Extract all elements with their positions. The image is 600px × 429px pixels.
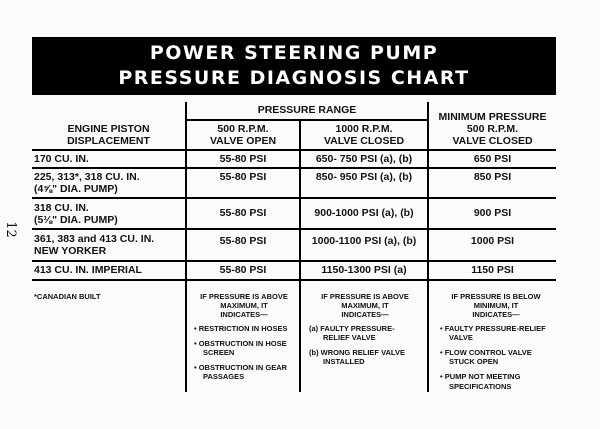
- note-item: (b) WRONG RELIEF VALVE INSTALLED: [309, 348, 405, 367]
- valve-closed-header-line-2: VALVE CLOSED: [323, 135, 405, 147]
- valve-open-notes: [194, 292, 294, 382]
- note-item: • FLOW CONTROL VALVE STUCK OPEN: [440, 348, 532, 367]
- title-line-1: POWER STEERING PUMP: [149, 42, 439, 64]
- note-intro: INDICATES—: [472, 310, 520, 320]
- title-line-2: PRESSURE DIAGNOSIS CHART: [118, 67, 470, 89]
- footnote: *CANADIAN BUILT: [34, 292, 101, 301]
- row-rule-2: [32, 197, 556, 199]
- table-row-2-min: 850 PSI: [473, 171, 512, 183]
- header-bottom-rule: [32, 149, 556, 151]
- table-row-5-min: 1150 PSI: [471, 264, 514, 276]
- note-intro: MAXIMUM, IT: [220, 301, 268, 311]
- minimum-header-line-2: 500 R.P.M.: [466, 123, 519, 135]
- valve-open-header: [187, 123, 299, 147]
- table-row-3-closed: 900-1000 PSI (a), (b): [314, 207, 414, 219]
- engine-header: [32, 123, 185, 147]
- row-rule-3: [32, 228, 556, 230]
- table-row-4-open: 55-80 PSI: [219, 235, 267, 247]
- engine-text: 413 CU. IN. IMPERIAL: [34, 264, 142, 276]
- note-item: • PUMP NOT MEETING SPECIFICATIONS: [440, 372, 521, 391]
- valve-open-header-line-2: VALVE OPEN: [209, 135, 277, 147]
- row-rule-5: [32, 279, 556, 281]
- table-row-4-closed: 1000-1100 PSI (a), (b): [311, 235, 417, 247]
- engine-text: 170 CU. IN.: [34, 153, 89, 165]
- minimum-pressure-notes: [440, 292, 552, 391]
- table-row-2-open: 55-80 PSI: [219, 171, 267, 183]
- table-row-5-open: 55-80 PSI: [219, 264, 267, 276]
- engine-subtext: NEW YORKER: [34, 245, 107, 257]
- minimum-pressure-header: [429, 111, 556, 147]
- table-row-1-engine: [34, 153, 89, 165]
- engine-text: 225, 313*, 318 CU. IN.: [34, 171, 140, 183]
- note-intro: IF PRESSURE IS BELOW: [451, 292, 541, 301]
- table-row-3-min: 900 PSI: [473, 207, 512, 219]
- note-item: • OBSTRUCTION IN GEAR PASSAGES: [194, 363, 288, 382]
- note-intro: INDICATES—: [341, 310, 389, 320]
- table-row-5-closed: 1150-1300 PSI (a): [321, 264, 407, 276]
- row-rule-4: [32, 260, 556, 262]
- engine-subtext: (4⅝" DIA. PUMP): [34, 183, 118, 195]
- note-intro: IF PRESSURE IS ABOVE: [200, 292, 288, 301]
- valve-closed-header-line-1: 1000 R.P.M.: [335, 123, 393, 135]
- pressure-range-header: PRESSURE RANGE: [257, 104, 357, 116]
- note-intro: IF PRESSURE IS ABOVE: [321, 292, 409, 301]
- minimum-header-line-1: MINIMUM PRESSURE: [438, 111, 547, 123]
- note-item: (a) FAULTY PRESSURE-RELIEF VALVE: [309, 323, 395, 342]
- note-item: • OBSTRUCTION IN HOSE SCREEN: [194, 338, 287, 358]
- table-row-1-open: 55-80 PSI: [219, 153, 267, 165]
- table-row-2-engine: [34, 171, 140, 195]
- table-row-4-min: 1000 PSI: [470, 235, 515, 247]
- table-row-3-engine: [34, 202, 118, 226]
- table-row-2-closed: 850- 950 PSI (a), (b): [315, 171, 413, 183]
- note-item: • FAULTY PRESSURE-RELIEF VALVE: [440, 323, 546, 342]
- pressure-range-underline: [186, 119, 427, 121]
- engine-subtext: (5⅛" DIA. PUMP): [34, 214, 118, 226]
- engine-text: 318 CU. IN.: [34, 202, 89, 214]
- table-row-4-engine: [34, 233, 154, 257]
- engine-text: 361, 383 and 413 CU. IN.: [34, 233, 155, 245]
- engine-header-line-1: ENGINE PISTON: [67, 123, 150, 135]
- valve-closed-notes: [309, 292, 421, 366]
- row-rule-1: [32, 167, 556, 169]
- valve-open-header-line-1: 500 R.P.M.: [217, 123, 269, 135]
- page-number: 12: [2, 221, 18, 238]
- table-row-3-open: 55-80 PSI: [219, 207, 267, 219]
- note-intro: MAXIMUM, IT: [341, 301, 389, 311]
- table-row-5-engine: [34, 264, 142, 276]
- note-intro: MINIMUM, IT: [473, 301, 519, 311]
- chart-title-banner: [32, 37, 556, 95]
- engine-header-line-2: DISPLACEMENT: [67, 135, 150, 147]
- table-row-1-min: 650 PSI: [473, 153, 512, 165]
- note-intro: INDICATES—: [220, 310, 268, 320]
- valve-closed-header: [301, 123, 427, 147]
- table-row-1-closed: 650- 750 PSI (a), (b): [315, 153, 413, 165]
- note-item: • RESTRICTION IN HOSES: [194, 323, 288, 333]
- minimum-header-line-3: VALVE CLOSED: [452, 135, 533, 147]
